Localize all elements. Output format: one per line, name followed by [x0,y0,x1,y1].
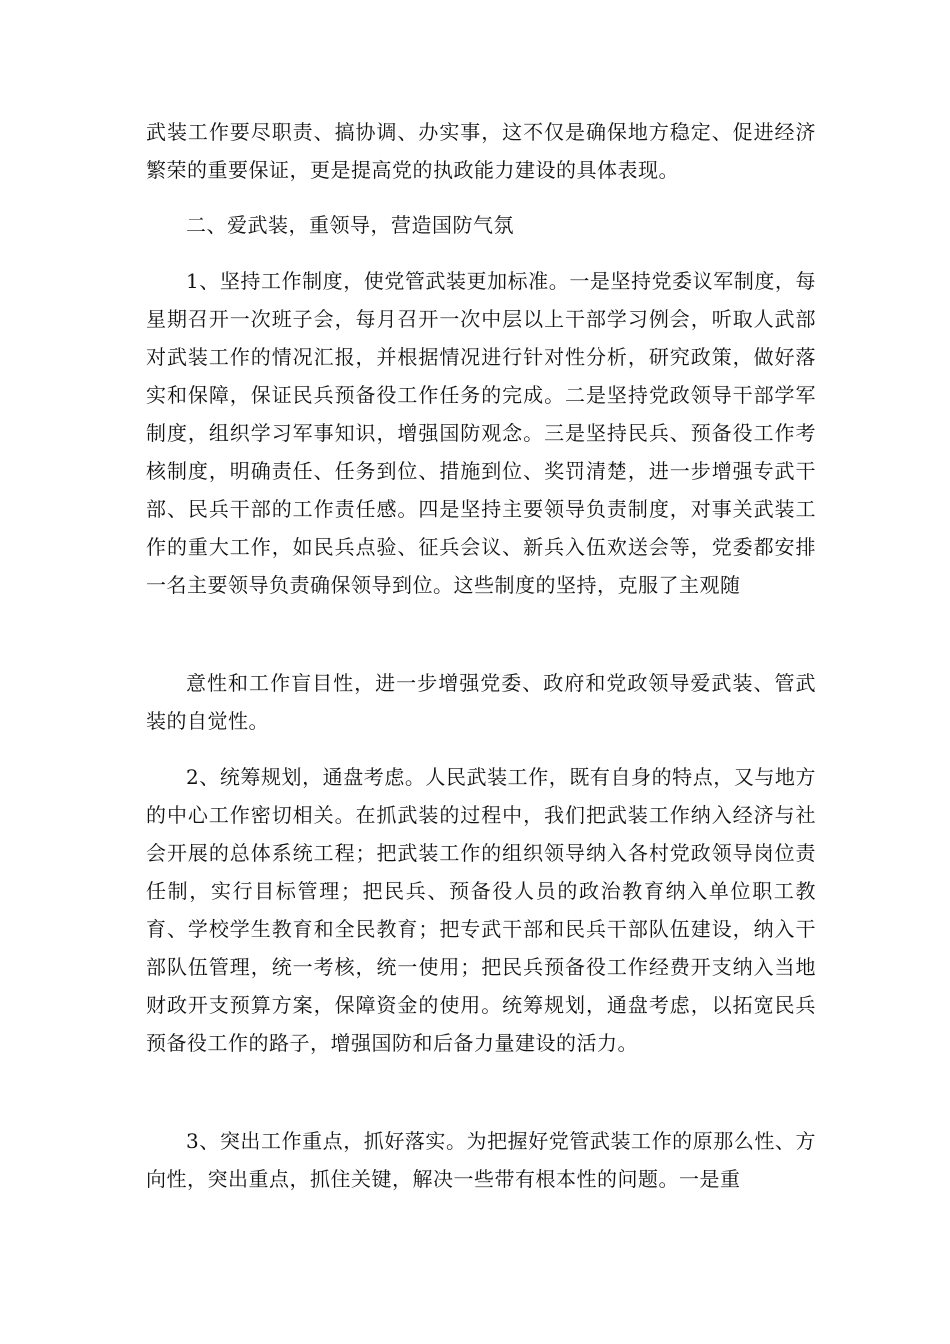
paragraph-item-1-continuation: 意性和工作盲目性，进一步增强党委、政府和党政领导爱武装、管武装的自觉性。 [146,671,816,733]
section-heading: 二、爱武装，重领导，营造国防气氛 [186,213,514,237]
paragraph-intro-continuation: 武装工作要尽职责、搞协调、办实事，这不仅是确保地方稳定、促进经济繁荣的重要保证，更是提高党的执政能力建设的具体表现。 [146,120,816,182]
paragraph-item-1: 1、坚持工作制度，使党管武装更加标准。一是坚持党委议军制度，每星期召开一次班子会，每月召开一次中层以上干部学习例会，听取人武部对武装工作的情况汇报，并根据情况进行针对性分析，研究政策，做好落实和保障，保证民兵预备役工作任务的完成。二是坚持党政领导干部学军制度，组织学习军事知识，增强国防观念。三是坚持民兵、预备役工作考核制度，明确责任、任务到位、措施到位、奖罚清楚，进一步增强专武干部、民兵干部的工作责任感。四是坚持主要领导负责制度，对事关武装工作的重大工作，如民兵点验、征兵会议、新兵入伍欢送会等，党委都安排一名主要领导负责确保领导到位。这些制度的坚持，克服了主观随 [146,269,816,597]
paragraph-item-2: 2、统筹规划，通盘考虑。人民武装工作，既有自身的特点，又与地方的中心工作密切相关。在抓武装的过程中，我们把武装工作纳入经济与社会开展的总体系统工程；把武装工作的组织领导纳入各村党政领导岗位责任制，实行目标管理；把民兵、预备役人员的政治教育纳入单位职工教育、学校学生教育和全民教育；把专武干部和民兵干部队伍建设，纳入干部队伍管理，统一考核，统一使用；把民兵预备役工作经费开支纳入当地财政开支预算方案，保障资金的使用。统筹规划，通盘考虑，以拓宽民兵预备役工作的路子，增强国防和后备力量建设的活力。 [146,765,816,1055]
paragraph-item-3: 3、突出工作重点，抓好落实。为把握好党管武装工作的原那么性、方向性，突出重点，抓住关键，解决一些带有根本性的问题。一是重 [146,1129,816,1191]
